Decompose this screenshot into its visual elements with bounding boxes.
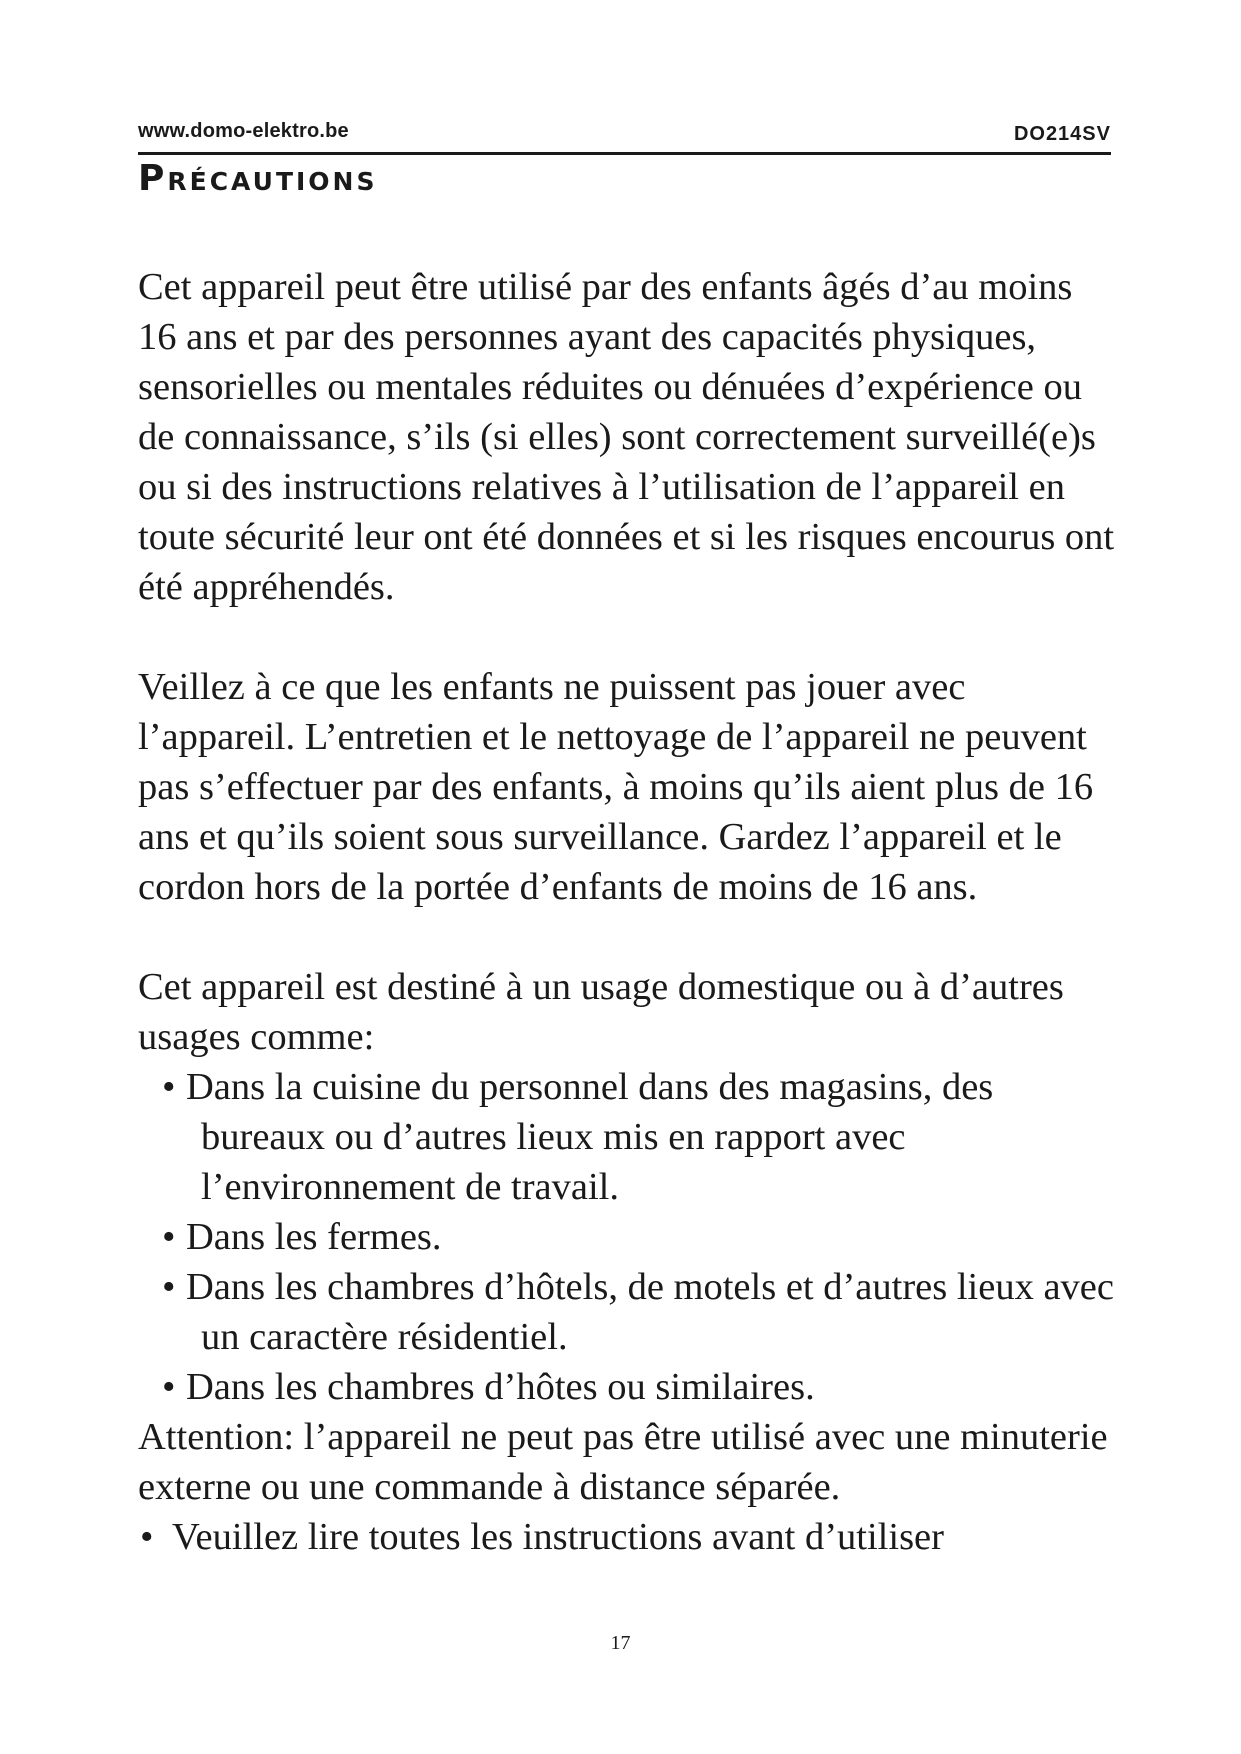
model-code: DO214SV — [1013, 123, 1111, 145]
bullet-icon: • — [162, 1366, 176, 1408]
paragraph-children: Veillez à ce que les enfants ne puissent pas jouer avec l’appareil. L’entretien et le nettoyage de l’appareil ne peuvent pas s’effectuer par des enfants, à moins qu’ils aient plus de 16 ans et qu’ils soient sous surveillance. Gardez l’appareil et le cordon hors de la portée d’enfants de moins de 16 ans. — [138, 666, 1094, 908]
bullet-icon: • — [162, 1216, 176, 1258]
usage-list — [138, 1062, 1118, 1412]
usage-section — [138, 962, 1118, 1562]
instructions-list — [138, 1512, 1118, 1562]
page-header — [138, 118, 1111, 155]
bullet-icon: • — [162, 1066, 176, 1108]
list-item — [138, 1262, 1118, 1362]
list-item — [138, 1062, 1118, 1212]
usage-intro: Cet appareil est destiné à un usage domestique ou à d’autres usages comme: — [138, 966, 1064, 1058]
list-item — [138, 1512, 1118, 1562]
page-title: Précautions — [138, 158, 378, 199]
list-item-text: Dans les chambres d’hôtels, de motels et d’autres lieux avec un caractère résidentiel. — [186, 1266, 1114, 1358]
list-item — [138, 1362, 1118, 1412]
bullet-icon: • — [140, 1516, 154, 1558]
list-item-text: Veuillez lire toutes les instructions avant d’utiliser — [172, 1516, 944, 1558]
bullet-icon: • — [162, 1266, 176, 1308]
paragraph-supervision: Cet appareil peut être utilisé par des enfants âgés d’au moins 16 ans et par des personnes ayant des capacités physiques, sensorielles ou mentales réduites ou dénuées d’expérience ou de connaissance, s’ils (si elles) sont correctement surveillé(e)s ou si des instructions relatives à l’utilisation de l’appareil en toute sécurité leur ont été données et si les risques encourus ont été appréhendés. — [138, 266, 1115, 608]
list-item — [138, 1212, 1118, 1262]
site-url: www.domo-elektro.be — [138, 120, 349, 142]
list-item-text: Dans les chambres d’hôtes ou similaires. — [186, 1366, 815, 1408]
list-item-text: Dans la cuisine du personnel dans des magasins, des bureaux ou d’autres lieux mis en rapport avec l’environnement de travail. — [186, 1066, 994, 1208]
page-number: 17 — [610, 1632, 631, 1654]
body-content — [138, 262, 1118, 1562]
list-item-text: Dans les fermes. — [186, 1216, 442, 1258]
attention-note: Attention: l’appareil ne peut pas être utilisé avec une minuterie externe ou une commande à distance séparée. — [138, 1416, 1108, 1508]
